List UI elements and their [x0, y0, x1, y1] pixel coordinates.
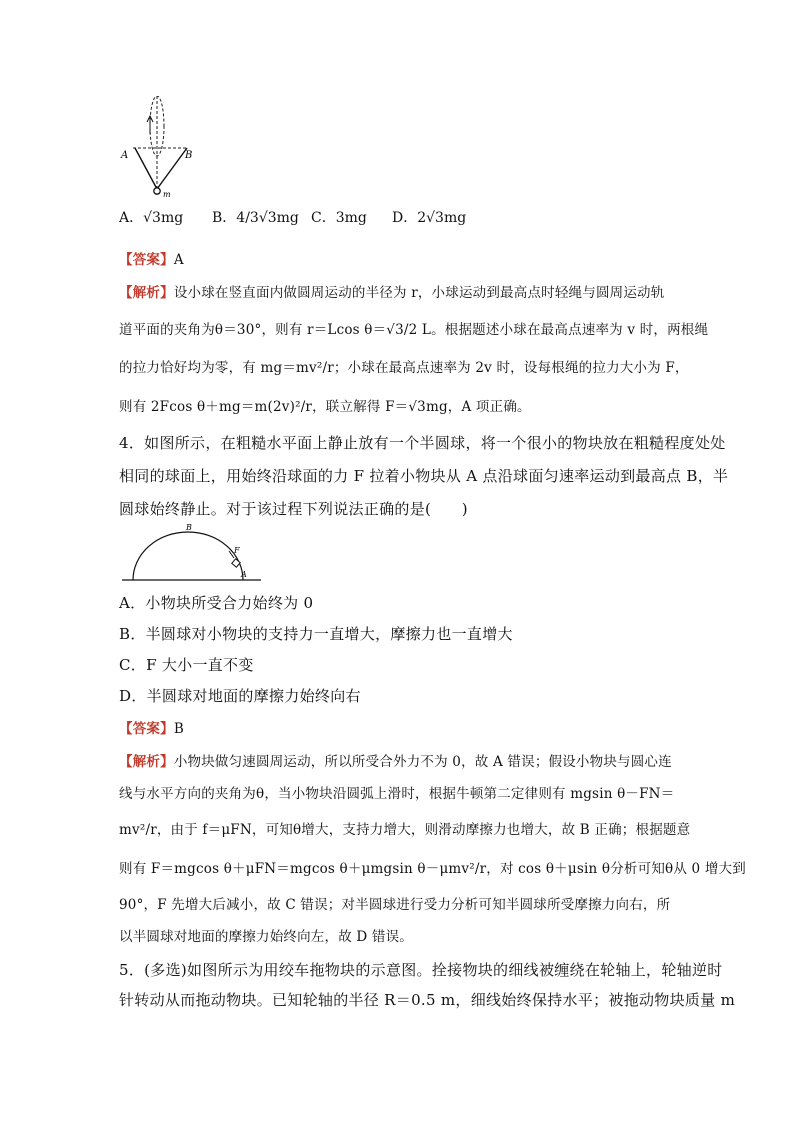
- label-f: F: [234, 546, 240, 555]
- answer-tag: 【答案】: [119, 252, 174, 268]
- q4-option-b: B．半圆球对小物块的支持力一直增大，摩擦力也一直增大: [119, 625, 513, 643]
- label-a: A: [121, 150, 129, 161]
- q3-analysis-line3: 的拉力恰好均为零，有 mg＝mv²/r；小球在最高点速率为 2v 时，设每根绳的拉力大小为 F，: [119, 360, 689, 376]
- q4-option-a: A．小物块所受合力始终为 0: [119, 594, 314, 612]
- q4-analysis-line4: 则有 F＝mgcos θ＋μFN＝mgcos θ＋μmgsin θ－μmv²/r，对 cos θ＋μsin θ分析可知θ从 0 增大到: [119, 861, 746, 877]
- hemisphere-arc: [133, 532, 243, 580]
- q4-option-c: C．F 大小一直不变: [119, 656, 254, 674]
- option-d: D．2√3mg: [392, 210, 467, 226]
- analysis-tag: 【解析】: [119, 754, 174, 770]
- answer-tag: 【答案】: [119, 721, 174, 737]
- answer-value: A: [173, 252, 184, 268]
- q4-line2: 相同的球面上，用始终沿球面的力 F 拉着小物块从 A 点沿球面匀速率运动到最高点 B，半: [119, 467, 729, 485]
- label-a: A: [241, 570, 247, 579]
- label-m: m: [163, 190, 171, 199]
- option-c: C．3mg: [311, 210, 367, 226]
- q4-analysis-line2: 线与水平方向的夹角为θ，当小物块沿圆弧上滑时，根据牛顿第二定律则有 mgsin θ－FN＝: [119, 786, 675, 802]
- q3-answer: [119, 248, 184, 268]
- pendulum-figure: [115, 96, 215, 201]
- option-b: B．4/3√3mg: [212, 210, 299, 226]
- answer-value: B: [173, 721, 184, 737]
- q4-analysis-line3: mv²/r，由于 f＝μFN，可知θ增大，支持力增大，则滑动摩擦力也增大，故 B 正确；根据题意: [119, 822, 691, 838]
- label-b: B: [185, 150, 193, 161]
- q5-line1: 5．(多选)如图所示为用绞车拖物块的示意图。拴接物块的细线被缠绕在轮轴上，轮轴逆时: [119, 961, 723, 979]
- q5-line2: 针转动从而拖动物块。已知轮轴的半径 R＝0.5 m，细线始终保持水平；被拖动物块质量 m: [119, 991, 736, 1009]
- string-a: [135, 148, 157, 189]
- q4-answer: [119, 717, 184, 737]
- q4-line1: 4．如图所示，在粗糙水平面上静止放有一个半圆球，将一个很小的物块放在粗糙程度处处: [119, 434, 726, 452]
- q4-analysis-line5: 90°，F 先增大后减小，故 C 错误；对半圆球进行受力分析可知半圆球所受摩擦力向右，所: [119, 897, 671, 913]
- string-b: [157, 148, 187, 189]
- ball: [154, 188, 160, 194]
- option-a: A．√3mg: [119, 210, 184, 226]
- q4-option-d: D．半圆球对地面的摩擦力始终向右: [119, 687, 361, 705]
- hemisphere-figure: [118, 522, 263, 584]
- small-block: [232, 559, 240, 567]
- q4-analysis-line1: 【解析】小物块做匀速圆周运动，所以所受合外力不为 0，故 A 错误；假设小物块与圆心连: [119, 754, 672, 770]
- analysis-tag: 【解析】: [119, 285, 174, 301]
- q3-analysis-line2: 道平面的夹角为θ＝30°，则有 r＝Lcos θ＝√3/2 L。根据题述小球在最高点速率为 v 时，两根绳: [119, 322, 709, 338]
- q3-analysis-line4: 则有 2Fcos θ＋mg＝m(2v)²/r，联立解得 F＝√3mg，A 项正确。: [119, 399, 531, 415]
- q3-analysis-line1: 【解析】设小球在竖直面内做圆周运动的半径为 r，小球运动到最高点时轻绳与圆周运动轨: [119, 285, 665, 301]
- label-b: B: [186, 523, 192, 532]
- q4-analysis-line6: 以半圆球对地面的摩擦力始终向左，故 D 错误。: [119, 929, 414, 945]
- q4-line3: 圆球始终静止。对于该过程下列说法正确的是( ): [119, 500, 468, 518]
